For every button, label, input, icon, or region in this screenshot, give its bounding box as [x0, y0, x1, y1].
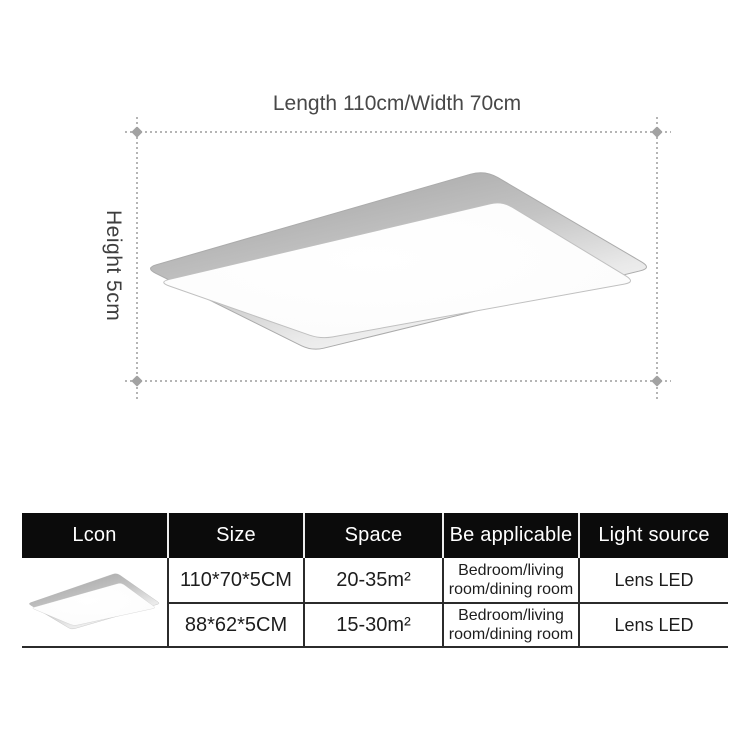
size-value: 110*70*5CM	[180, 568, 292, 591]
spec-table	[22, 513, 728, 648]
header-cell-lcon: Lcon	[22, 513, 167, 558]
lightsource-value: Lens LED	[614, 614, 694, 635]
space-value: 20-35m²	[336, 568, 411, 591]
table-row-1-size	[167, 558, 303, 602]
header-cell-applicable: Be applicable	[442, 513, 578, 558]
table-row-1-lightsource	[578, 558, 728, 602]
spec-table-body	[22, 558, 728, 646]
dimension-label-length: Length 110cm/Width 70cm	[272, 92, 522, 115]
size-value: 88*62*5CM	[184, 613, 288, 636]
table-row-2-space	[303, 602, 442, 646]
lamp-thumbnail	[24, 566, 165, 638]
dimension-line-top	[125, 131, 671, 133]
dimension-line-bottom	[125, 380, 671, 382]
header-cell-lightsource: Light source	[578, 513, 728, 558]
dimension-marker-top-right	[651, 126, 662, 137]
applicable-value: Bedroom/living room/dining room	[448, 606, 574, 643]
icon-cell	[22, 558, 167, 646]
lightsource-value: Lens LED	[614, 569, 694, 590]
table-row-1-applicable	[442, 558, 578, 602]
spec-table-header	[22, 513, 728, 558]
lamp-image	[130, 148, 670, 378]
space-value: 15-30m²	[336, 613, 411, 636]
table-row-2-size	[167, 602, 303, 646]
table-row-2-lightsource	[578, 602, 728, 646]
dimension-label-height: Height 5cm	[102, 210, 125, 322]
table-row-1-space	[303, 558, 442, 602]
applicable-value: Bedroom/living room/dining room	[448, 561, 574, 598]
table-row-2-applicable	[442, 602, 578, 646]
header-cell-space: Space	[303, 513, 442, 558]
header-cell-size: Size	[167, 513, 303, 558]
dimension-marker-top-left	[131, 126, 142, 137]
